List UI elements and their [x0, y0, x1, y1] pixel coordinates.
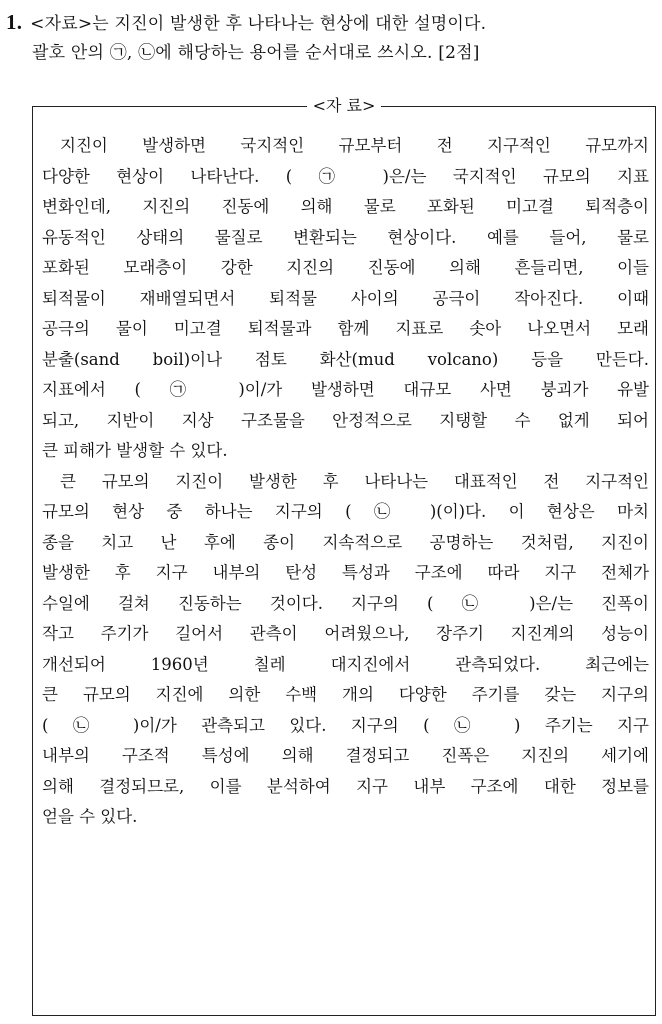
passage-line: 의해 결정되므로, 이를 분석하여 지구 내부 구조에 대한 정보를 [42, 776, 649, 796]
passage-line: 분출(sand boil)이나 점토 화산(mud volcano) 등을 만든다. [42, 349, 649, 369]
passage-line: 발생한 후 지구 내부의 탄성 특성과 구조에 따라 지구 전체가 [42, 563, 649, 582]
passage-line: 얻을 수 있다. [42, 807, 138, 826]
question-text-1: <자료>는 지진이 발생한 후 나타나는 현상에 대한 설명이다. [30, 14, 487, 34]
passage-line: 큰 피해가 발생할 수 있다. [42, 441, 228, 460]
passage-line: 퇴적물이 재배열되면서 퇴적물 사이의 공극이 작아진다. 이때 [42, 288, 649, 308]
question-number: 1. [6, 10, 23, 34]
passage-line: ( ㉡ )이/가 관측되고 있다. 지구의 ( ㉡ ) 주기는 지구 [42, 715, 649, 735]
passage-line: 개선되어 1960년 칠레 대지진에서 관측되었다. 최근에는 [42, 654, 649, 674]
passage-line: 변화인데, 지진의 진동에 의해 물로 포화된 미고결 퇴적층이 [42, 197, 649, 216]
passage-line: 규모의 현상 중 하나는 지구의 ( ㉡ )(이)다. 이 현상은 마치 [42, 502, 649, 521]
data-box [32, 96, 656, 1016]
box-title: <자 료> [307, 96, 382, 115]
passage-line: 큰 규모의 지진이 발생한 후 나타나는 대표적인 전 지구적인 [60, 471, 649, 491]
passage-line: 공극의 물이 미고결 퇴적물과 함께 지표로 솟아 나오면서 모래 [42, 319, 649, 338]
box-title-wrap [33, 95, 655, 117]
passage-line: 되고, 지반이 지상 구조물을 안정적으로 지탱할 수 없게 되어 [42, 410, 649, 430]
passage-line: 포화된 모래층이 강한 지진의 진동에 의해 흔들리면, 이들 [42, 258, 649, 277]
passage-line: 작고 주기가 길어서 관측이 어려웠으나, 장주기 지진계의 성능이 [42, 624, 649, 643]
passage-line: 지표에서 ( ㉠ )이/가 발생하면 대규모 사면 붕괴가 유발 [42, 380, 649, 399]
passage-line: 큰 규모의 지진에 의한 수백 개의 다양한 주기를 갖는 지구의 [42, 685, 649, 704]
passage-line: 다양한 현상이 나타난다. ( ㉠ )은/는 국지적인 규모의 지표 [42, 166, 649, 186]
passage-line: 종을 치고 난 후에 종이 지속적으로 공명하는 것처럼, 지진이 [42, 532, 649, 552]
passage-line: 지진이 발생하면 국지적인 규모부터 전 지구적인 규모까지 [60, 136, 649, 155]
box-body [42, 131, 649, 833]
question-line-2: 괄호 안의 ㉠, ㉡에 해당하는 용어를 순서대로 쓰시오. [2점] [32, 43, 480, 63]
passage-line: 내부의 구조적 특성에 의해 결정되고 진폭은 지진의 세기에 [42, 746, 649, 765]
passage-line: 유동적인 상태의 물질로 변환되는 현상이다. 예를 들어, 물로 [42, 227, 649, 247]
passage-line: 수일에 걸쳐 진동하는 것이다. 지구의 ( ㉡ )은/는 진폭이 [42, 593, 649, 613]
question-stem [6, 8, 656, 68]
question-line-1 [6, 8, 656, 39]
